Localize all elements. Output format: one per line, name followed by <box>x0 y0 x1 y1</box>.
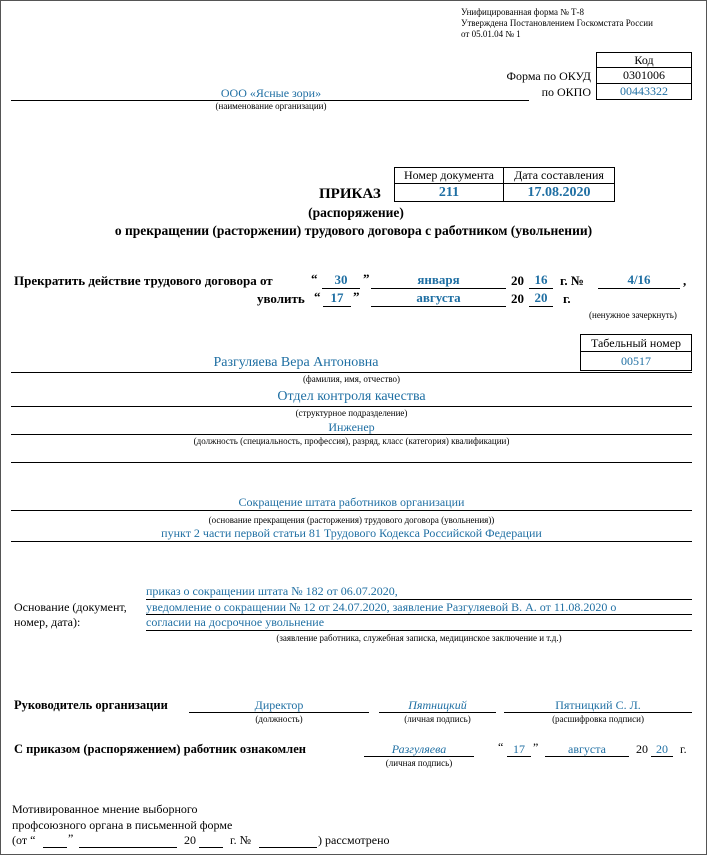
approved-date-label: от 05.01.04 № 1 <box>461 29 521 39</box>
doc-number-header: Номер документа <box>394 167 504 184</box>
basis-label: Основание (документ, номер, дата): <box>14 600 127 629</box>
position-line <box>11 434 692 435</box>
okpo-value-cell[interactable]: 00443322 <box>596 83 692 100</box>
head-signature-caption: (личная подпись) <box>404 714 471 724</box>
doc-date-header: Дата составления <box>503 167 615 184</box>
code-header-cell: Код <box>596 52 692 68</box>
head-signature-line <box>379 712 496 713</box>
comma: , <box>683 273 687 288</box>
contract-year[interactable]: 16 <box>534 272 548 287</box>
union-year-prefix: 20 <box>184 833 196 847</box>
employee-signature-caption: (личная подпись) <box>385 758 453 768</box>
approved-by-label: Утверждена Постановлением Госкомстата России <box>461 18 653 28</box>
organization-name[interactable]: ООО «Ясные зори» <box>220 86 322 100</box>
head-signature[interactable]: Пятницкий <box>408 698 467 712</box>
head-name[interactable]: Пятницкий С. Л. <box>555 698 641 712</box>
ack-day-line <box>507 756 531 757</box>
ack-year[interactable]: 20 <box>656 742 668 756</box>
ack-year-line <box>651 756 673 757</box>
union-from-label: (от “ <box>12 833 36 847</box>
order-title: ПРИКАЗ <box>319 186 381 202</box>
contract-number-label: г. № <box>560 273 585 288</box>
head-name-caption: (расшифровка подписи) <box>552 714 644 724</box>
dismiss-month-line <box>371 306 506 307</box>
department-line <box>11 406 692 407</box>
department-name[interactable]: Отдел контроля качества <box>277 389 426 404</box>
union-month-line[interactable] <box>79 847 177 848</box>
ack-day[interactable]: 17 <box>513 742 525 756</box>
doc-date-value[interactable]: 17.08.2020 <box>503 183 615 202</box>
basis-underline-1 <box>146 599 692 600</box>
department-caption: (структурное подразделение) <box>295 408 408 418</box>
organization-caption: (наименование организации) <box>215 101 327 111</box>
union-quote-close: ” <box>68 831 74 845</box>
head-position-line <box>189 712 369 713</box>
labor-code-article[interactable]: пункт 2 части первой статьи 81 Трудового Кодекса Российской Федерации <box>161 526 542 540</box>
okud-label: Форма по ОКУД <box>506 69 591 83</box>
union-number-label: г. № <box>230 833 252 847</box>
basis-underline-3 <box>146 630 692 631</box>
position-caption: (должность (специальность, профессия), разряд, класс (категория) квалификации) <box>193 436 510 446</box>
year-suffix: г. <box>563 291 571 306</box>
employee-name-line <box>11 372 692 373</box>
acknowledgement-label: С приказом (распоряжением) работник ознакомлен <box>14 742 306 756</box>
ack-month-line <box>545 756 629 757</box>
basis-documents[interactable] <box>146 584 616 631</box>
union-reviewed-label: ) рассмотрено <box>318 833 390 847</box>
ack-year-suffix: г. <box>680 742 687 756</box>
position-name[interactable]: Инженер <box>328 420 375 434</box>
reason-line <box>11 510 692 511</box>
okud-value-cell: 0301006 <box>596 67 692 84</box>
basis-line-2: уведомление о сокращении № 12 от 24.07.2020, заявление Разгуляевой В. А. от 11.08.2020 о <box>146 599 617 614</box>
union-number-line[interactable] <box>259 847 317 848</box>
employee-name-caption: (фамилия, имя, отчество) <box>302 374 401 384</box>
dismiss-day-line <box>323 306 351 307</box>
dismiss-day[interactable]: 17 <box>330 290 344 305</box>
unified-form-label: Унифицированная форма № Т-8 <box>461 7 585 17</box>
okpo-label: по ОКПО <box>541 85 591 99</box>
quote-close-1: ” <box>363 271 370 286</box>
employee-signature[interactable]: Разгуляева <box>391 742 447 756</box>
doc-number-value[interactable]: 211 <box>394 183 504 202</box>
contract-year-line <box>529 288 553 289</box>
dismiss-label: уволить <box>257 291 305 306</box>
tab-number-value[interactable]: 00517 <box>580 351 692 371</box>
dismiss-year-line <box>529 306 553 307</box>
head-position[interactable]: Директор <box>254 698 304 712</box>
ack-year-prefix: 20 <box>636 742 648 756</box>
tab-number-header: Табельный номер <box>580 334 692 352</box>
contract-number-line <box>598 288 680 289</box>
year-prefix-1: 20 <box>511 273 524 288</box>
extra-line <box>11 462 692 463</box>
basis-line-3: согласии на досрочное увольнение <box>146 615 325 629</box>
head-label: Руководитель организации <box>14 698 168 712</box>
quote-open-2: “ <box>314 289 321 304</box>
ack-month[interactable]: августа <box>568 742 606 756</box>
contract-month-line <box>371 288 506 289</box>
year-prefix-2: 20 <box>511 291 524 306</box>
termination-reason[interactable]: Сокращение штата работников организации <box>238 495 465 509</box>
quote-close-2: ” <box>353 289 360 304</box>
head-position-caption: (должность) <box>255 714 303 724</box>
strike-note: (ненужное зачеркнуть) <box>589 310 677 320</box>
dismiss-year[interactable]: 20 <box>534 290 548 305</box>
basis-underline-2 <box>146 614 692 615</box>
head-name-line <box>504 712 692 713</box>
ack-quote-close: ” <box>533 740 539 754</box>
article-line <box>11 541 692 542</box>
form-header <box>461 7 653 40</box>
basis-line-1: приказ о сокращении штата № 182 от 06.07.2020, <box>146 584 398 598</box>
reason-caption: (основание прекращения (расторжения) трудового договора (увольнения)) <box>208 515 495 525</box>
ack-quote-open: “ <box>498 740 504 754</box>
basis-caption: (заявление работника, служебная записка, медицинское заключение и т.д.) <box>276 633 562 643</box>
union-opinion-label: Мотивированное мнение выборного профсоюзного органа в письменной форме <box>12 802 233 832</box>
order-description: о прекращении (расторжении) трудового договора с работником (увольнении) <box>114 223 593 238</box>
union-day-line[interactable] <box>43 847 67 848</box>
contract-month[interactable]: января <box>417 272 460 287</box>
employee-signature-line <box>364 756 474 757</box>
stop-contract-label: Прекратить действие трудового договора от <box>14 273 273 288</box>
contract-day[interactable]: 30 <box>334 272 348 287</box>
union-year-line[interactable] <box>199 847 223 848</box>
quote-open-1: “ <box>311 271 318 286</box>
employee-full-name[interactable]: Разгуляева Вера Антоновна <box>213 355 379 370</box>
contract-number[interactable]: 4/16 <box>627 272 651 287</box>
dismiss-month[interactable]: августа <box>416 290 461 305</box>
order-subtitle: (распоряжение) <box>308 205 404 220</box>
